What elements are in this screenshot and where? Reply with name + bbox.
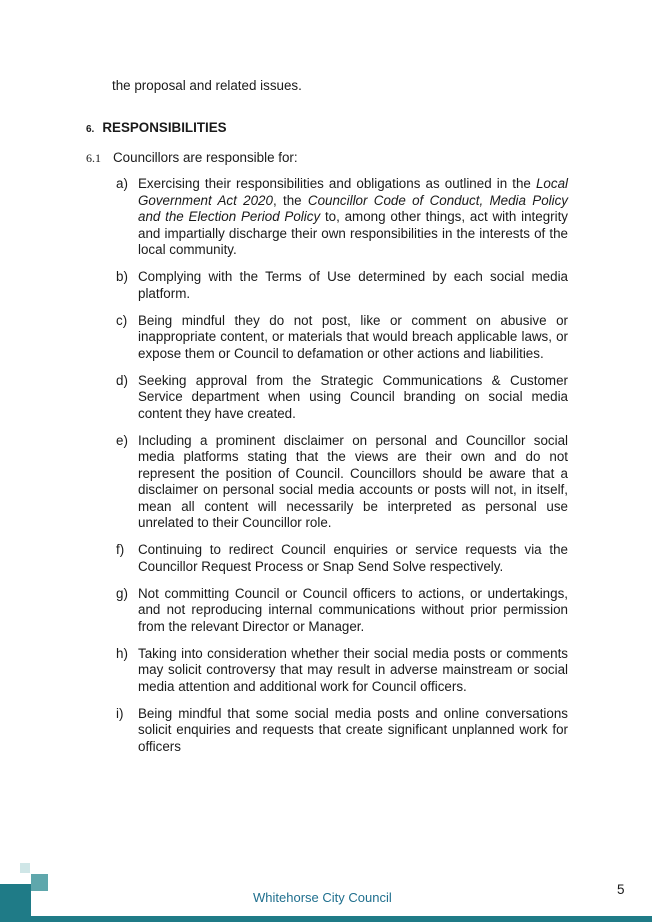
- list-marker: e): [116, 432, 128, 448]
- list-item: [116, 433, 568, 532]
- list-item: [116, 586, 568, 636]
- footer-organisation: Whitehorse City Council: [253, 890, 392, 905]
- list-marker: b): [116, 269, 128, 284]
- list-item-text: Being mindful they do not post, like or comment on abusive or inappropriate content, or materials that would breach applicable laws, or expose them or Council to defamation or other actions and liabilities.: [138, 312, 568, 361]
- subsection-intro: [86, 150, 298, 166]
- list-item-text: Including a prominent disclaimer on personal and Councillor social media platforms stating that the views are their own and do not represent the position of Council. Councillors should be aware that a disclaimer on personal social media accounts or posts will not, in itself, mean all content will necessarily be interpreted as personal use unrelated to their Councillor role.: [138, 432, 568, 530]
- subsection-number: 6.1: [86, 151, 101, 165]
- list-item-text: Complying with the Terms of Use determined by each social media platform.: [138, 269, 568, 301]
- list-item-text: Not committing Council or Council officers to actions, or undertakings, and not reproducing internal communications without prior permission from the relevant Director or Manager.: [138, 585, 568, 634]
- logo-square-icon: [0, 884, 31, 916]
- list-marker: a): [116, 176, 128, 191]
- list-item: [116, 646, 568, 696]
- responsibilities-list: [116, 176, 568, 766]
- section-number: 6.: [86, 124, 95, 135]
- subsection-text: Councillors are responsible for:: [113, 150, 298, 165]
- list-item: [116, 176, 568, 259]
- list-item-text: Seeking approval from the Strategic Communications & Customer Service department when using Council branding on social media content they have created.: [138, 372, 568, 421]
- list-marker: g): [116, 585, 128, 601]
- list-item-text: Being mindful that some social media posts and online conversations solicit enquiries and requests that create significant unplanned work for officers: [138, 705, 568, 754]
- list-marker: d): [116, 372, 128, 388]
- list-marker: i): [116, 705, 124, 721]
- section-title: RESPONSIBILITIES: [102, 120, 227, 135]
- list-marker: h): [116, 645, 128, 661]
- section-heading: [86, 120, 227, 135]
- list-item-text: Exercising their responsibilities and obligations as outlined in the Local Government Act 2020, the Councillor Code of Conduct, Media Policy and the Election Period Policy to, among other things, act with integrity and impartially discharge their own responsibilities in the interests of the local community.: [138, 176, 568, 257]
- list-item: [116, 373, 568, 423]
- intro-text: the proposal and related issues.: [112, 78, 302, 93]
- list-item: [116, 542, 568, 575]
- footer-bar: [0, 916, 652, 922]
- list-item: [116, 706, 568, 756]
- act-reference: Local Government Act 2020: [138, 176, 568, 208]
- page-number: 5: [617, 882, 625, 897]
- list-item-text: Continuing to redirect Council enquiries or service requests via the Councillor Request Process or Snap Send Solve respectively.: [138, 542, 568, 574]
- policy-reference: Councillor Code of Conduct, Media Policy and the Election Period Policy: [138, 192, 568, 224]
- list-item-text: Taking into consideration whether their social media posts or comments may solicit controversy that may result in adverse mainstream or social media attention and additional work for Council officers.: [138, 645, 568, 694]
- logo-square-icon: [20, 863, 30, 873]
- list-item: [116, 269, 568, 302]
- list-item: [116, 313, 568, 363]
- logo-square-icon: [31, 874, 48, 891]
- list-marker: c): [116, 312, 128, 328]
- list-marker: f): [116, 542, 125, 557]
